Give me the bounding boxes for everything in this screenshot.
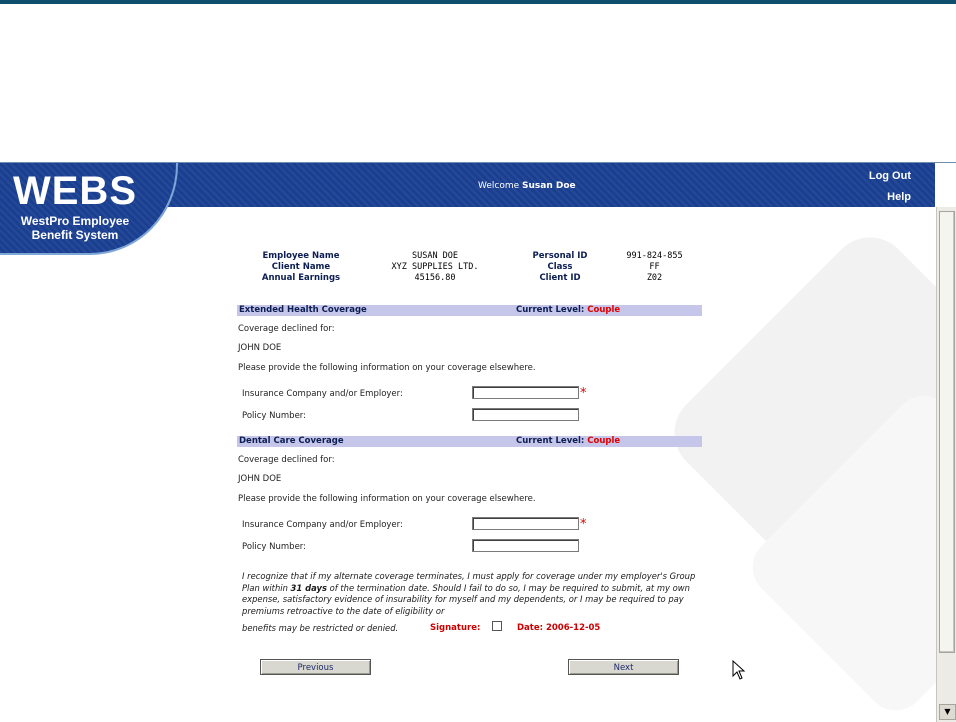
employee-labels-right: [520, 251, 600, 284]
webs-logo[interactable]: [0, 163, 178, 255]
current-level-value: Couple: [587, 436, 621, 446]
notice-days: 31 days: [290, 582, 327, 593]
policy-number-input[interactable]: [472, 539, 579, 552]
insurer-label: Insurance Company and/or Employer:: [242, 389, 403, 399]
coverage-notice: [242, 571, 707, 618]
notice-text-part3: benefits may be restricted or denied.: [242, 623, 399, 633]
coverage-instruction: Please provide the following information on your coverage elsewhere.: [238, 494, 536, 504]
notice-text-part1: I recognize that if my alternate coverage terminates, I must apply for coverage under my employer's Group Plan within: [242, 571, 696, 593]
employee-labels-left: [246, 251, 356, 284]
declined-dependent-name: JOHN DOE: [238, 474, 282, 484]
date-label: Date: 2006-12-05: [517, 623, 601, 633]
logo-text: WEBS: [13, 169, 137, 213]
welcome-prefix: Welcome: [478, 181, 520, 191]
extended-health-current-level: [516, 305, 620, 316]
welcome-name: Susan Doe: [522, 181, 576, 191]
top-border: [0, 0, 956, 4]
client-name-label: Client Name: [271, 262, 331, 272]
mouse-cursor-icon: [732, 660, 746, 680]
scrollbar-thumb[interactable]: [939, 211, 955, 653]
logo-subtitle: [0, 214, 150, 242]
next-button[interactable]: Next: [568, 659, 679, 675]
vertical-scrollbar[interactable]: [936, 207, 956, 722]
insurer-input[interactable]: [472, 517, 579, 530]
client-id-label: Client ID: [539, 273, 581, 283]
insurer-label: Insurance Company and/or Employer:: [242, 520, 403, 530]
signature-checkbox[interactable]: [492, 621, 502, 631]
logo-subtitle-line2: Benefit System: [31, 228, 119, 242]
employee-name-label: Employee Name: [262, 251, 340, 261]
coverage-declined-label: Coverage declined for:: [238, 455, 335, 465]
scroll-down-arrow-icon[interactable]: ▼: [939, 704, 956, 720]
dental-current-level: [516, 436, 620, 447]
notice-text-part2: of the termination date. Should I fail to do so, I may be required to submit, at my own expense, satisfactory evidence of insurability for myself and my dependents, or I may be required to pay premiums retroactive to the date of eligibility or: [242, 582, 690, 617]
class-value: FF: [649, 262, 660, 272]
personal-id-label: Personal ID: [532, 251, 588, 261]
logo-subtitle-line1: WestPro Employee: [20, 214, 130, 228]
annual-earnings-label: Annual Earnings: [261, 273, 341, 283]
policy-number-label: Policy Number:: [242, 542, 307, 552]
policy-number-label: Policy Number:: [242, 411, 307, 421]
employee-values-left: [370, 251, 500, 284]
current-level-label: Current Level:: [516, 436, 585, 446]
employee-values-right: [612, 251, 697, 284]
signature-label: Signature:: [430, 623, 481, 633]
help-link[interactable]: Help: [887, 191, 911, 203]
current-level-value: Couple: [587, 305, 621, 315]
annual-earnings-value: 45156.80: [414, 273, 456, 283]
client-name-value: XYZ SUPPLIES LTD.: [391, 262, 479, 272]
client-id-value: Z02: [646, 273, 663, 283]
insurer-input[interactable]: [472, 386, 579, 399]
required-asterisk: *: [580, 386, 587, 401]
coverage-declined-label: Coverage declined for:: [238, 324, 335, 334]
declined-dependent-name: JOHN DOE: [238, 343, 282, 353]
extended-health-title: Extended Health Coverage: [239, 305, 367, 315]
personal-id-value: 991-824-855: [626, 251, 683, 261]
extended-health-header: [237, 305, 702, 316]
dental-header: [237, 436, 702, 447]
class-label: Class: [547, 262, 573, 272]
dental-title: Dental Care Coverage: [239, 436, 344, 446]
current-level-label: Current Level:: [516, 305, 585, 315]
logout-link[interactable]: Log Out: [868, 170, 911, 182]
browser-viewport: [0, 162, 956, 722]
welcome-message: [478, 181, 576, 191]
required-asterisk: *: [580, 517, 587, 532]
coverage-instruction: Please provide the following information on your coverage elsewhere.: [238, 363, 536, 373]
previous-button[interactable]: Previous: [260, 659, 371, 675]
policy-number-input[interactable]: [472, 408, 579, 421]
employee-name-value: SUSAN DOE: [411, 251, 459, 261]
